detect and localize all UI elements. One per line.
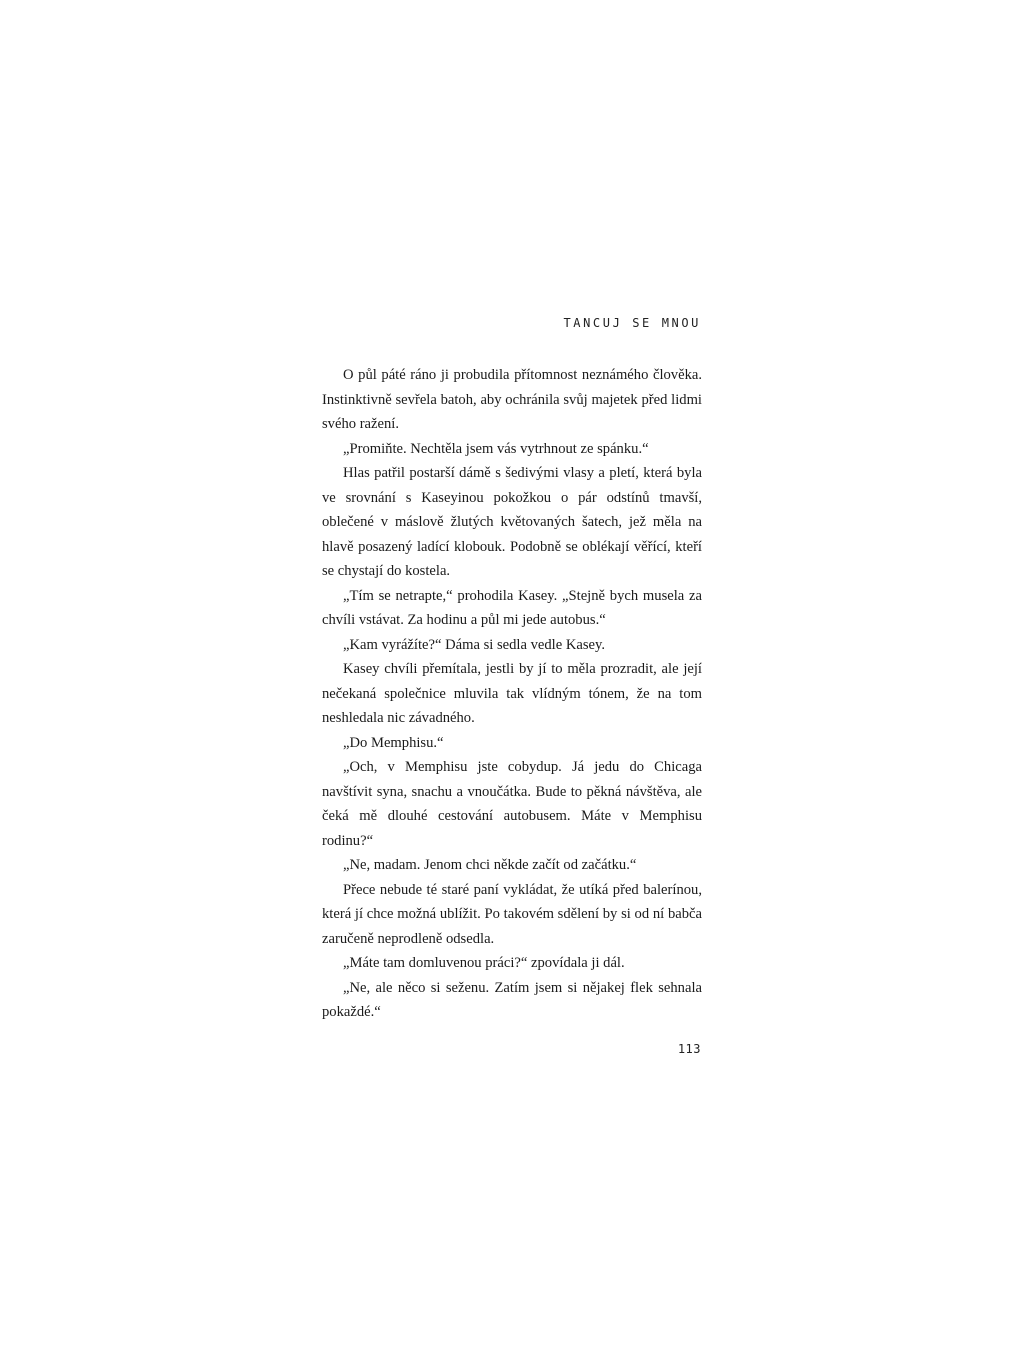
paragraph: „Kam vyrážíte?“ Dáma si sedla vedle Kasey.	[343, 636, 606, 653]
paragraph: „Do Memphisu.“	[343, 734, 444, 751]
body-text	[322, 363, 702, 1025]
paragraph: „Promiňte. Nechtěla jsem vás vytrhnout ze spánku.“	[343, 440, 649, 457]
page-number: 113	[677, 1042, 701, 1056]
paragraph: „Máte tam domluvenou práci?“ zpovídala ji dál.	[343, 955, 625, 971]
paragraph: „Ne, ale něco si seženu. Zatím jsem si nějakej flek sehnala pokaždé.“	[322, 979, 702, 1020]
paragraph: Hlas patřil postarší dámě s šedivými vlasy a pletí, která byla ve srovnání s Kaseyinou pokožkou o pár odstínů tmavší, oblečené v máslově žlutých květovaných šatech, jež měla na hlavě posazený ladící klobouk. Podobně se oblékají věřící, kteří se chystají do kostela.	[322, 465, 702, 579]
paragraph: „Tím se netrapte,“ prohodila Kasey. „Stejně bych musela za chvíli vstávat. Za hodinu a půl mi jede autobus.“	[322, 587, 702, 628]
paragraph: „Och, v Memphisu jste cobydup. Já jedu do Chicaga navštívit syna, snachu a vnoučátka. Bude to pěkná návštěva, ale čeká mě dlouhé cestování autobusem. Máte v Memphisu rodinu?“	[322, 759, 702, 849]
paragraph: O půl páté ráno ji probudila přítomnost neznámého člověka. Instinktivně sevřela batoh, aby ochránila svůj majetek před lidmi svého ražení.	[322, 367, 702, 432]
paragraph: „Ne, madam. Jenom chci někde začít od začátku.“	[343, 857, 637, 873]
paragraph: Kasey chvíli přemítala, jestli by jí to měla prozradit, ale její nečekaná společnice mluvila tak vlídným tónem, že na tom neshledala nic závadného.	[322, 661, 702, 726]
running-head: TANCUJ SE MNOU	[563, 316, 701, 330]
paragraph: Přece nebude té staré paní vykládat, že utíká před balerínou, která jí chce možná ublížit. Po takovém sdělení by si od ní babča zaručeně neprodleně odsedla.	[322, 881, 702, 947]
